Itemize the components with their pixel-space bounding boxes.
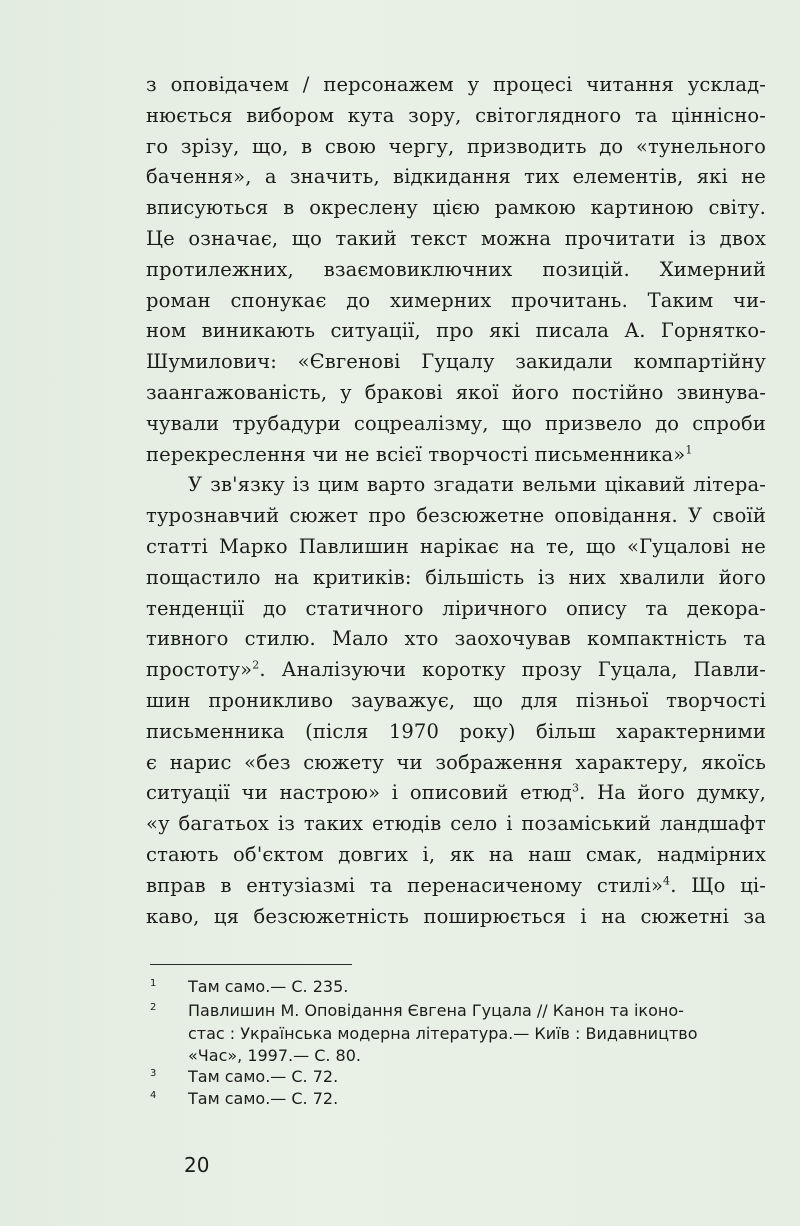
text-line: [146, 655, 766, 686]
text-line: є нарис «без сюжету чи зображення характеру, якоїсь: [146, 750, 766, 774]
text-line: каво, ця безсюжетність поширюється і на сюжетні за: [146, 904, 766, 928]
text-line: го зрізу, що, в свою чергу, призводить до «тунельного: [146, 134, 766, 158]
page-number: 20: [184, 1153, 210, 1177]
text-fragment: перекреслення чи не всієї творчості письменника»: [146, 442, 686, 466]
text-line: тивного стилю. Мало хто заохочував компактність та: [146, 627, 766, 651]
footnote-4: [150, 1088, 770, 1111]
text-line: нюється вибором кута зору, світоглядного та ціннісно-: [146, 103, 766, 127]
text-line: ном виникають ситуації, про які писала А. Горнятко-: [146, 319, 766, 343]
text-line: чували трубадури соцреалізму, що призвело до спроби: [146, 411, 766, 435]
footnote-ref[interactable]: 3: [571, 781, 580, 795]
footnote-ref[interactable]: 4: [663, 874, 671, 888]
text-line: бачення», а значить, відкидання тих елементів, які не: [146, 165, 766, 189]
footnote-text: Там само.— С. 72.: [188, 1067, 339, 1086]
text-line: [146, 871, 766, 902]
text-fragment: простоту»: [146, 658, 253, 682]
text-fragment: . Аналізуючи коротку прозу Гуцала, Павли-: [259, 658, 766, 682]
text-fragment: . Що ці-: [670, 873, 767, 897]
footnote-ref[interactable]: 2: [252, 658, 260, 672]
text-line: [146, 778, 766, 809]
text-fragment: ситуації чи настрою» і описовий етюд: [146, 781, 572, 805]
text-line: [146, 440, 766, 471]
footnote-text: Павлишин М. Оповідання Євгена Гуцала // Канон та іконо-: [188, 1001, 684, 1020]
paragraph-first-line: У зв'язку із цим варто згадати вельми цікавий літера-: [188, 473, 766, 497]
text-fragment: . На його думку,: [579, 781, 766, 805]
text-line: «у багатьох із таких етюдів село і позаміський ландшафт: [146, 812, 766, 836]
footnote-divider: [150, 964, 352, 965]
text-line: тенденції до статичного ліричного опису та декора-: [146, 596, 766, 620]
footnote-number: 2: [150, 1002, 157, 1013]
text-line: роман спонукає до химерних прочитань. Таким чи-: [146, 288, 766, 312]
text-line: шин проникливо зауважує, що для пізньої творчості: [146, 688, 766, 712]
text-fragment: вправ в ентузіазмі та перенасиченому стилі»: [146, 873, 664, 897]
footnote-number: 1: [150, 978, 157, 989]
main-text: [146, 70, 766, 932]
footnote-number: 3: [150, 1068, 157, 1079]
text-line: протилежних, взаємовиключних позицій. Химерний: [146, 257, 766, 281]
footnote-text: стас : Українська модерна література.— Київ : Видавництво: [188, 1023, 698, 1043]
text-line: Шумилович: «Євгенові Гуцалу закидали компартійну: [146, 350, 766, 374]
text-line: турознавчий сюжет про безсюжетне оповідання. У своїй: [146, 504, 766, 528]
footnote-1: [150, 976, 770, 999]
text-line: вписуються в окреслену цією рамкою картиною світу.: [146, 196, 766, 220]
text-line: письменника (після 1970 року) більш характерними: [146, 719, 766, 743]
text-line: статті Марко Павлишин нарікає на те, що «Гуцалові не: [146, 534, 766, 558]
text-line: пощастило на критиків: більшість із них хвалили його: [146, 565, 766, 589]
footnote-ref[interactable]: 1: [685, 443, 693, 457]
footnote-3: [150, 1066, 770, 1089]
footnote-text: «Час», 1997.— С. 80.: [188, 1046, 361, 1065]
text-line: заангажованість, у бракові якої його постійно звинува-: [146, 380, 766, 404]
footnote-text: Там само.— С. 72.: [188, 1089, 339, 1108]
text-line: стають об'єктом довгих і, як на наш смак, надмірних: [146, 842, 766, 866]
footnote-text: Там само.— С. 235.: [188, 977, 349, 996]
footnote-2: [150, 1000, 770, 1068]
text-line: з оповідачем / персонажем у процесі читання усклад-: [146, 73, 766, 96]
footnote-number: 4: [150, 1090, 157, 1101]
text-line: Це означає, що такий текст можна прочитати із двох: [146, 226, 766, 250]
